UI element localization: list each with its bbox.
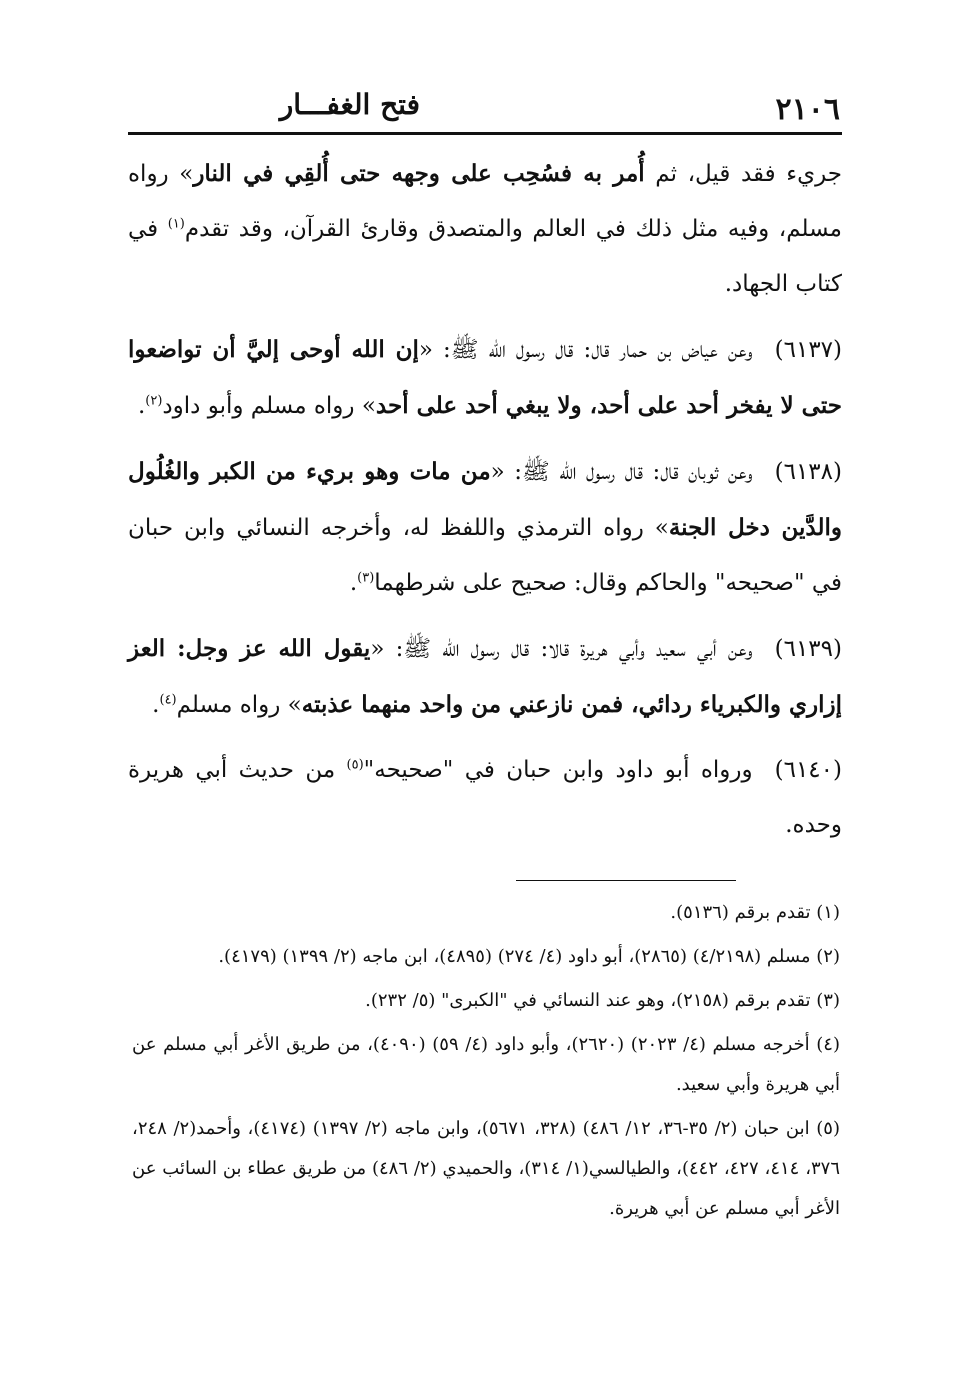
footnote-ref: (٥) <box>346 757 364 773</box>
hadith-number: (٦١٣٩) <box>774 636 842 662</box>
text-run: » رواه مسلم وأبو داود <box>162 393 376 419</box>
hadith-quote: إن الله أوحى إليَّ أن تواضعوا حتى لا يفخر أحد على أحد، ولا يبغي أحد على أحد <box>128 336 842 419</box>
footnotes <box>132 893 840 1233</box>
footnote-ref: (٤) <box>159 692 177 708</box>
footnote-ref: (٢) <box>145 393 163 409</box>
footnote-ref: (٣) <box>357 570 375 586</box>
footnote-4: (٤) أخرجه مسلم (٤/ ٢٠٢٣) (٢٦٢٠)، وأبو داود (٤/ ٥٩) (٤٠٩٠)، من طريق الأغر أبي مسلم عن أبي هريرة وأبي سعيد. <box>132 1034 840 1095</box>
text-run: » رواه الترمذي واللفظ له، وأخرجه النسائي وابن حبان في "صحيحه" والحاكم وقال: صحيح على شرطهما <box>128 515 842 596</box>
footnote-ref: (١) <box>167 216 185 232</box>
text-run: جريء فقد قيل، ثم <box>644 161 842 187</box>
paragraph-6139 <box>128 621 842 733</box>
text-run: . <box>152 692 160 718</box>
main-text <box>128 146 842 863</box>
footnote-5: (٥) ابن حبان (٢/ ٣٥-٣٦، ١٢/ ٤٨٦) (٣٢٨، ٥٦٧١)، وابن ماجه (٢/ ١٣٩٧) (٤١٧٤)، وأحمد(٢/ ٢٤٨، ٣٧٦، ٤١٤، ٤٢٧، ٤٤٢)، والطيالسي(١/ ٣١٤)، والحميدي (٢/ ٤٨٦) من طريق عطاء بن السائب عن الأغر أبي مسلم عن أبي هريرة. <box>132 1118 841 1219</box>
paragraph-6137 <box>128 322 842 434</box>
footnote-separator <box>516 880 736 881</box>
text-run: من حديث أبي هريرة وحده. <box>128 757 842 838</box>
footnote-3: (٣) تقدم برقم (٢١٥٨)، وهو عند النسائي في "الكبرى" (٥/ ٢٣٢). <box>365 990 840 1011</box>
hadith-quote: يقول الله عز وجل: العز إزاري والكبرياء ردائي، فمن نازعني من واحد منهما عذبته <box>128 635 842 718</box>
text-run: وعن ثوبان قال: قال رسول الله ﷺ: « <box>490 459 753 485</box>
paragraph-6140 <box>128 743 842 853</box>
paragraph-continuation <box>128 146 842 312</box>
running-title: فتح الغفـــار <box>279 88 420 121</box>
text-run: . <box>349 570 358 596</box>
page-header <box>130 88 840 128</box>
footnote-2: (٢) مسلم (٤/٢١٩٨) (٢٨٦٥)، أبو داود (٤/ ٢٧٤) (٤٨٩٥)، ابن ماجه (٢/ ١٣٩٩) (٤١٧٩). <box>218 946 840 967</box>
hadith-quote: من مات وهو بريء من الكبر والغُلُول والدَّين دخل الجنة <box>128 458 842 541</box>
text-run: » رواه مسلم <box>176 692 302 718</box>
footnote-1: (١) تقدم برقم (٥١٣٦). <box>670 902 840 923</box>
hadith-quote: أُمر به فسُحِب على وجهه حتى أُلقِي في النار <box>193 160 645 187</box>
text-run: وعن أبي سعيد وأبي هريرة قالا: قال رسول الله ﷺ: « <box>370 636 753 662</box>
text-run: . <box>137 393 146 419</box>
text-run: ورواه أبو داود وابن حبان في "صحيحه" <box>363 757 753 783</box>
text-run: » رواه مسلم، وفيه مثل ذلك في العالم والمتصدق وقارئ القرآن، وقد تقدم <box>128 161 842 242</box>
text-run: في كتاب الجهاد. <box>128 216 842 297</box>
header-rule <box>128 132 842 135</box>
hadith-number: (٦١٤٠) <box>774 757 842 783</box>
text-run: وعن عياض بن حمار قال: قال رسول الله ﷺ: « <box>418 337 753 363</box>
hadith-number: (٦١٣٨) <box>774 459 842 485</box>
paragraph-6138 <box>128 444 842 611</box>
hadith-number: (٦١٣٧) <box>774 337 843 363</box>
page-number: ٢١٠٦ <box>775 92 840 127</box>
